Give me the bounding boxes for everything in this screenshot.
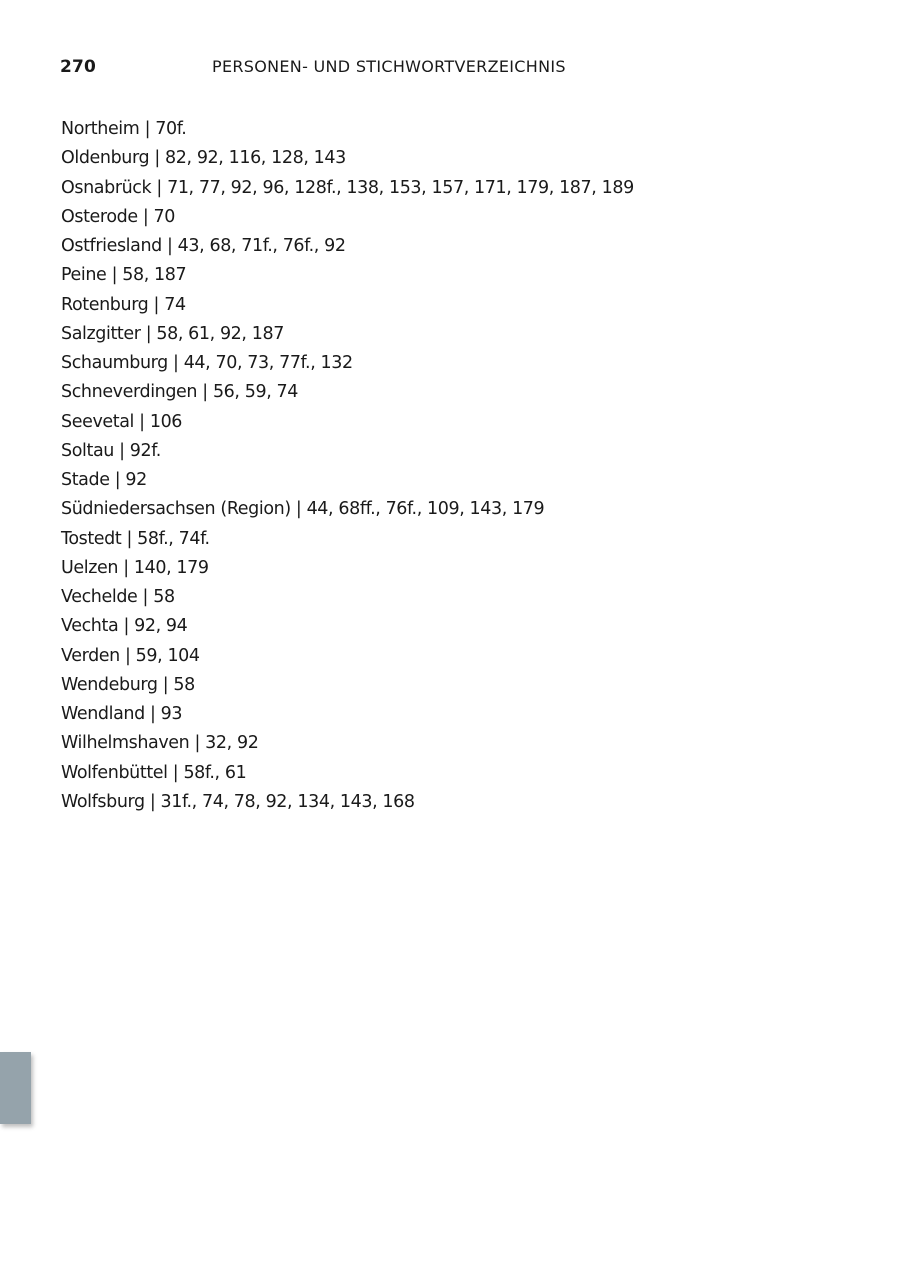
index-entry: Wendeburg | 58	[61, 674, 195, 695]
index-entry: Uelzen | 140, 179	[61, 557, 209, 578]
index-entry: Osnabrück | 71, 77, 92, 96, 128f., 138, 153, 157, 171, 179, 187, 189	[61, 177, 634, 198]
index-entry: Ostfriesland | 43, 68, 71f., 76f., 92	[61, 236, 346, 256]
running-head: PERSONEN- UND STICHWORTVERZEICHNIS	[212, 57, 566, 76]
index-entry: Südniedersachsen (Region) | 44, 68ff., 76f., 109, 143, 179	[61, 499, 545, 520]
index-entry: Tostedt | 58f., 74f.	[61, 528, 210, 549]
page-number: 270	[60, 57, 97, 77]
index-entry: Osterode | 70	[61, 206, 176, 227]
index-entry: Oldenburg | 82, 92, 116, 128, 143	[61, 148, 346, 169]
index-entry: Wilhelmshaven | 32, 92	[61, 733, 259, 754]
index-entry: Soltau | 92f.	[61, 440, 161, 461]
index-entry: Vechelde | 58	[61, 587, 175, 607]
thumb-index-tab	[0, 1052, 31, 1124]
index-entry: Vechta | 92, 94	[61, 616, 188, 637]
index-entry: Schaumburg | 44, 70, 73, 77f., 132	[61, 353, 353, 373]
index-list	[61, 115, 634, 817]
index-entry: Wolfenbüttel | 58f., 61	[61, 762, 247, 783]
index-entry: Stade | 92	[61, 470, 147, 490]
index-entry: Schneverdingen | 56, 59, 74	[61, 382, 298, 403]
index-entry: Rotenburg | 74	[61, 294, 186, 315]
index-entry: Wolfsburg | 31f., 74, 78, 92, 134, 143, 168	[61, 791, 415, 812]
index-entry: Peine | 58, 187	[61, 265, 187, 286]
index-entry: Seevetal | 106	[61, 411, 183, 432]
index-entry: Northeim | 70f.	[61, 119, 187, 139]
index-entry: Salzgitter | 58, 61, 92, 187	[61, 323, 284, 344]
index-entry: Verden | 59, 104	[61, 645, 200, 666]
index-entry: Wendland | 93	[61, 704, 183, 724]
